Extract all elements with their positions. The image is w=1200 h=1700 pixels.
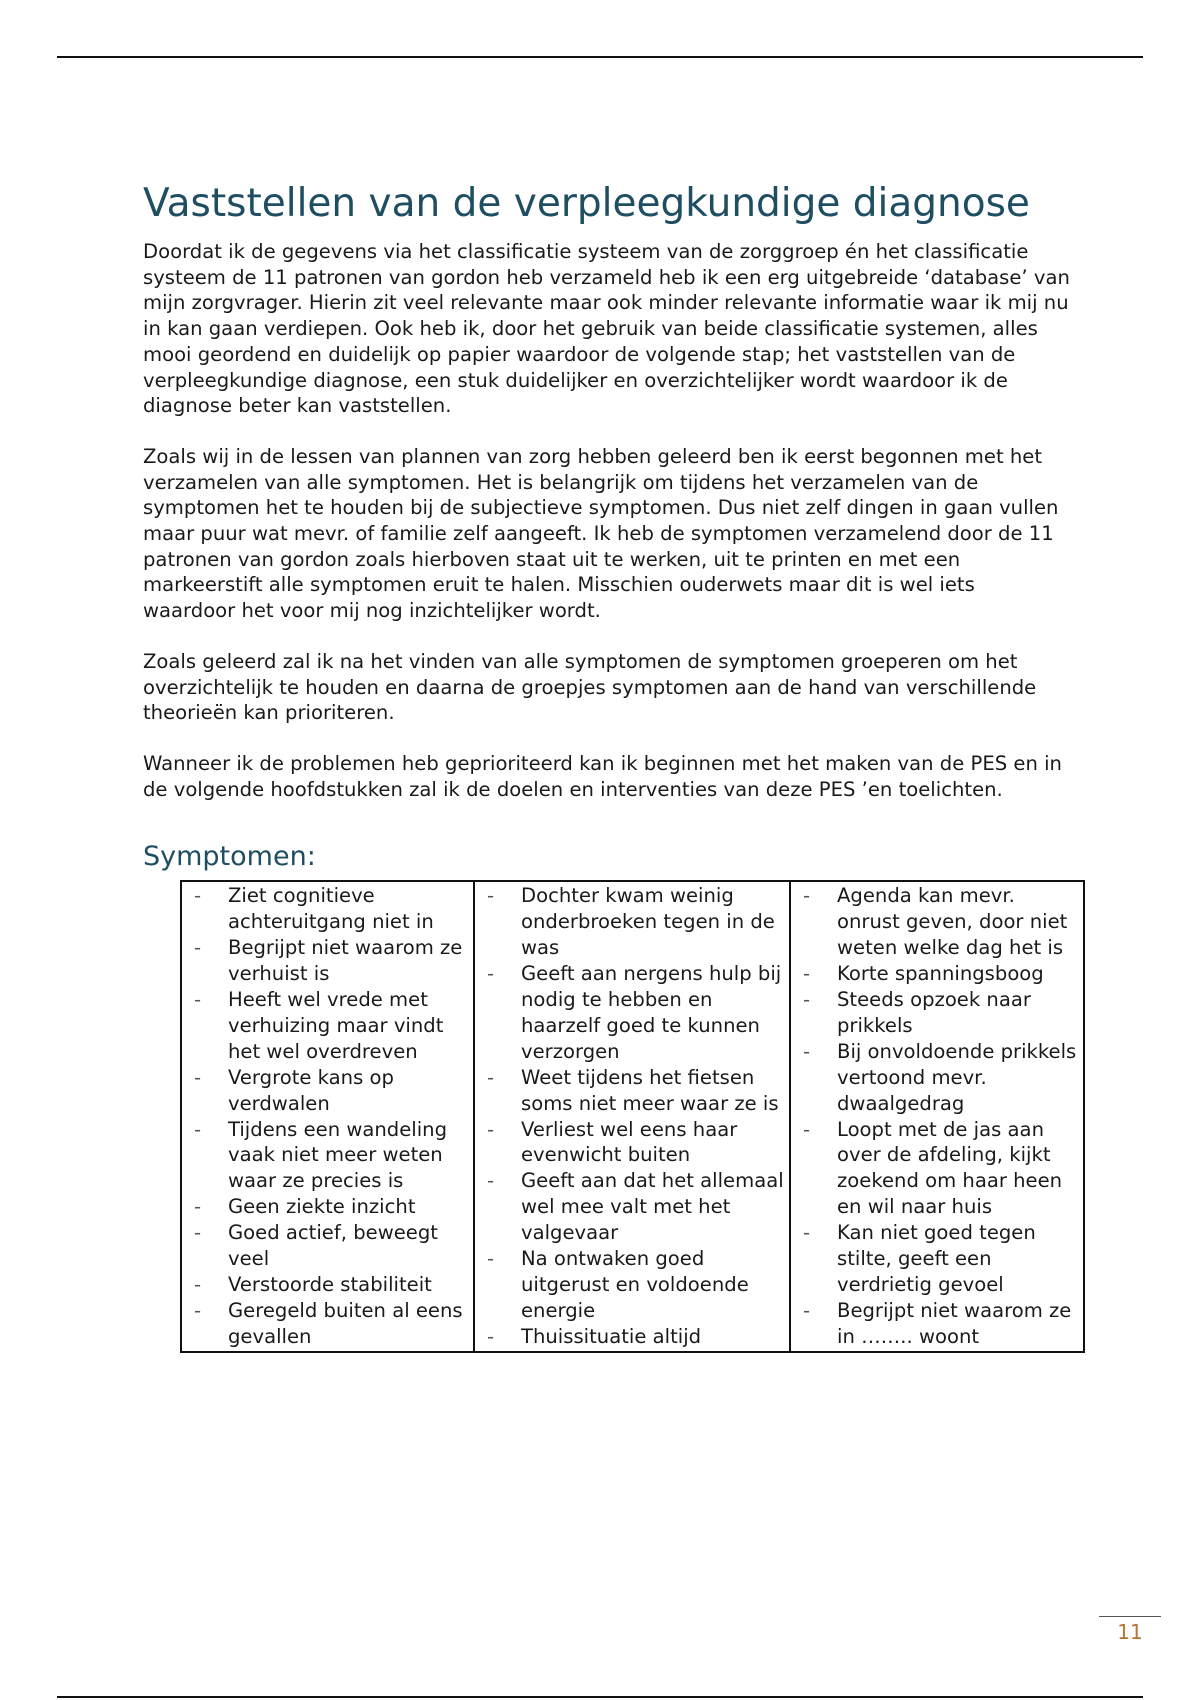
bullet-dash: -	[803, 884, 811, 908]
bullet-dash: -	[487, 1117, 495, 1141]
header-rule	[57, 56, 1143, 58]
symptom-text: Kan niet goed tegen stilte, geeft een verdrietig gevoel	[837, 1221, 1036, 1296]
bullet-dash: -	[194, 884, 202, 908]
symptom-text: Begrijpt niet waarom ze in …….. woont	[837, 1298, 1072, 1348]
footer-bottom-rule	[57, 1696, 1143, 1698]
symptoms-heading: Symptomen:	[143, 841, 316, 873]
symptom-item	[188, 1117, 469, 1195]
symptom-text: Heeft wel vrede met verhuizing maar vindt het wel overdreven	[228, 987, 444, 1063]
symptom-item	[481, 1065, 785, 1117]
symptom-text: Steeds opzoek naar prikkels	[837, 987, 1031, 1037]
symptom-item	[188, 935, 469, 987]
bullet-dash: -	[803, 962, 811, 986]
bullet-dash: -	[194, 987, 202, 1011]
paragraph-3: Zoals geleerd zal ik na het vinden van alle symptomen de symptomen groeperen om het overzichtelijk te houden en daarna de groepjes symptomen aan de hand van verschillende theorieën kan prioriteren.	[143, 649, 1037, 725]
symptom-item	[797, 1117, 1079, 1221]
bullet-dash: -	[194, 1065, 202, 1089]
symptom-item	[188, 1298, 469, 1350]
symptom-text: Ziet cognitieve achteruitgang niet in	[228, 884, 434, 934]
bullet-dash: -	[487, 884, 495, 908]
page-content	[143, 178, 1077, 1353]
symptom-item	[481, 961, 785, 1065]
symptom-item	[797, 1220, 1079, 1298]
symptoms-table	[180, 880, 1085, 1352]
bullet-dash: -	[487, 1247, 495, 1271]
bullet-dash: -	[487, 1065, 495, 1089]
bullet-dash: -	[194, 1298, 202, 1322]
symptom-item	[188, 1272, 469, 1298]
symptom-text: Korte spanningsboog	[837, 962, 1044, 986]
bullet-dash: -	[487, 962, 495, 986]
symptom-item	[797, 883, 1079, 961]
symptom-column-3	[790, 881, 1084, 1351]
symptom-item	[481, 883, 785, 961]
table-row	[181, 881, 1084, 1351]
bullet-dash: -	[194, 1221, 202, 1245]
symptom-text: Geen ziekte inzicht	[228, 1195, 416, 1219]
bullet-dash: -	[803, 1117, 811, 1141]
symptom-item	[481, 1117, 785, 1169]
symptom-item	[188, 987, 469, 1065]
symptom-item	[797, 961, 1079, 987]
symptom-text: Weet tijdens het fietsen soms niet meer waar ze is	[521, 1065, 779, 1115]
symptom-item	[481, 1246, 785, 1324]
symptom-item	[797, 987, 1079, 1039]
symptom-text: Verliest wel eens haar evenwicht buiten	[521, 1117, 738, 1167]
symptom-item	[188, 1065, 469, 1117]
paragraph-2: Zoals wij in de lessen van plannen van zorg hebben geleerd ben ik eerst begonnen met het verzamelen van alle symptomen. Het is belangrijk om tijdens het verzamelen van de symptomen het te houden bij de subjectieve symptomen. Dus niet zelf dingen in gaan vullen maar puur wat mevr. of familie zelf aangeeft. Ik heb de symptomen verzamelend door de 11 patronen van gordon zoals hierboven staat uit te werken, uit te printen en met een markeerstift alle symptomen eruit te halen. Misschien ouderwets maar dit is wel iets waardoor het voor mij nog inzichtelijker wordt.	[143, 444, 1059, 623]
symptom-text: Bij onvoldoende prikkels vertoond mevr. dwaalgedrag	[837, 1039, 1077, 1115]
symptom-item	[188, 1194, 469, 1220]
bullet-dash: -	[194, 1117, 202, 1141]
symptom-item	[481, 1168, 785, 1246]
bullet-dash: -	[803, 1039, 811, 1063]
symptom-text: Verstoorde stabiliteit	[228, 1272, 432, 1296]
bullet-dash: -	[194, 1195, 202, 1219]
footer-rule	[1099, 1616, 1161, 1617]
symptom-text: Thuissituatie altijd	[521, 1324, 702, 1348]
symptom-text: Na ontwaken goed uitgerust en voldoende energie	[521, 1247, 749, 1322]
symptom-item	[797, 1039, 1079, 1117]
bullet-dash: -	[803, 987, 811, 1011]
bullet-dash: -	[194, 936, 202, 960]
page-number: 11	[1117, 1620, 1143, 1644]
bullet-dash: -	[803, 1298, 811, 1322]
paragraph-4: Wanneer ik de problemen heb geprioriteerd kan ik beginnen met het maken van de PES en in de volgende hoofdstukken zal ik de doelen en interventies van deze PES ’en toelichten.	[143, 751, 1062, 801]
symptom-item	[188, 1220, 469, 1272]
bullet-dash: -	[487, 1324, 495, 1348]
symptom-column-1	[181, 881, 474, 1351]
symptom-text: Begrijpt niet waarom ze verhuist is	[228, 936, 463, 986]
bullet-dash: -	[803, 1221, 811, 1245]
bullet-dash: -	[487, 1169, 495, 1193]
symptom-item	[481, 1324, 785, 1350]
bullet-dash: -	[194, 1272, 202, 1296]
paragraph-1: Doordat ik de gegevens via het classificatie systeem van de zorggroep én het classificatie systeem de 11 patronen van gordon heb verzameld heb ik een erg uitgebreide ‘database’ van mijn zorgvrager. Hierin zit veel relevante maar ook minder relevante informatie waar ik mij nu in kan gaan verdiepen. Ook heb ik, door het gebruik van beide classificatie systemen, alles mooi geordend en duidelijk op papier waardoor de volgende stap; het vaststellen van de verpleegkundige diagnose, een stuk duidelijker en overzichtelijker wordt waardoor ik de diagnose beter kan vaststellen.	[143, 240, 1070, 418]
symptom-text: Geeft aan nergens hulp bij nodig te hebben en haarzelf goed te kunnen verzorgen	[521, 962, 782, 1063]
symptom-item	[797, 1298, 1079, 1350]
symptom-item	[188, 883, 469, 935]
symptom-column-2	[474, 881, 790, 1351]
symptom-text: Goed actief, beweegt veel	[228, 1221, 438, 1271]
symptom-text: Geeft aan dat het allemaal wel mee valt met het valgevaar	[521, 1169, 784, 1245]
symptom-text: Agenda kan mevr. onrust geven, door niet weten welke dag het is	[837, 884, 1068, 960]
symptom-text: Loopt met de jas aan over de afdeling, kijkt zoekend om haar heen en wil naar huis	[837, 1117, 1063, 1219]
symptom-text: Vergrote kans op verdwalen	[228, 1065, 394, 1115]
page-title: Vaststellen van de verpleegkundige diagnose	[143, 181, 1030, 226]
symptom-text: Geregeld buiten al eens gevallen	[228, 1298, 463, 1348]
symptom-text: Dochter kwam weinig onderbroeken tegen in de was	[521, 884, 775, 960]
symptom-text: Tijdens een wandeling vaak niet meer weten waar ze precies is	[228, 1117, 448, 1193]
